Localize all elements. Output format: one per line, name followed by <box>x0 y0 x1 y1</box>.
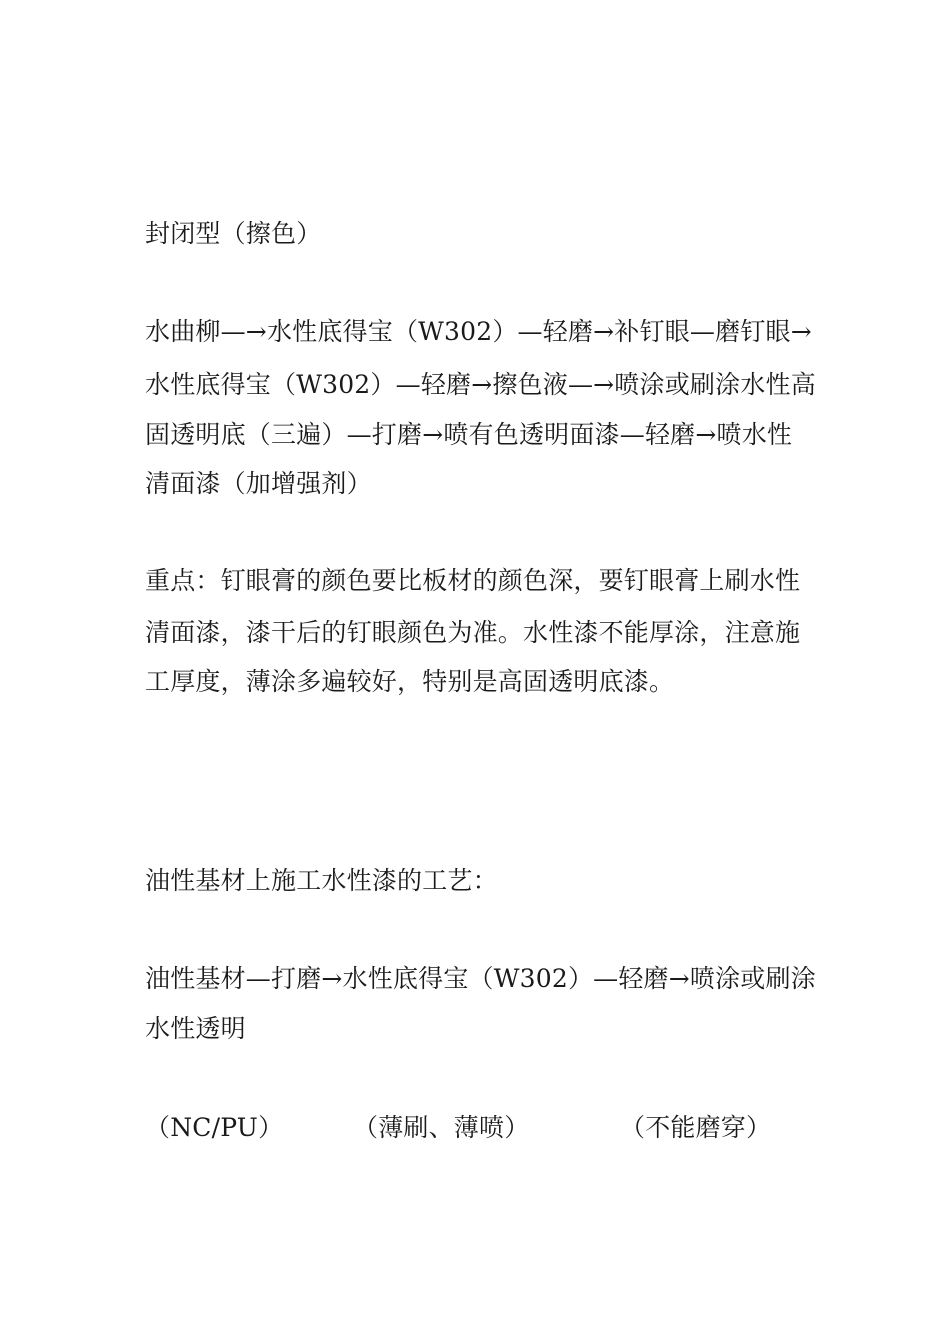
process-sealed-line-4: 清面漆（加增强剂） <box>145 469 372 498</box>
note-no-sand-through: （不能磨穿） <box>620 1113 772 1142</box>
notes-row <box>145 1113 810 1143</box>
process-oil-line-1: 油性基材—打磨→水性底得宝（W302）—轻磨→喷涂或刷涂 <box>145 964 816 993</box>
key-points-line-2: 清面漆，漆干后的钉眼颜色为准。水性漆不能厚涂，注意施 <box>145 618 801 647</box>
key-points-line-1: 重点：钉眼膏的颜色要比板材的颜色深，要钉眼膏上刷水性 <box>145 566 801 595</box>
note-thin-coat: （薄刷、薄喷） <box>353 1113 530 1142</box>
process-oil-line-2: 水性透明 <box>145 1014 246 1043</box>
heading-oil-substrate: 油性基材上施工水性漆的工艺： <box>145 866 498 895</box>
key-points-line-3: 工厚度，薄涂多遍较好，特别是高固透明底漆。 <box>145 667 675 696</box>
process-sealed-line-3: 固透明底（三遍）—打磨→喷有色透明面漆—轻磨→喷水性 <box>145 420 793 449</box>
heading-sealed-type: 封闭型（擦色） <box>145 219 322 248</box>
process-sealed-line-1: 水曲柳—→水性底得宝（W302）—轻磨→补钉眼—磨钉眼→ <box>145 317 812 346</box>
note-ncpu: （NC/PU） <box>145 1113 284 1142</box>
process-sealed-line-2: 水性底得宝（W302）—轻磨→擦色液—→喷涂或刷涂水性高 <box>145 370 816 399</box>
